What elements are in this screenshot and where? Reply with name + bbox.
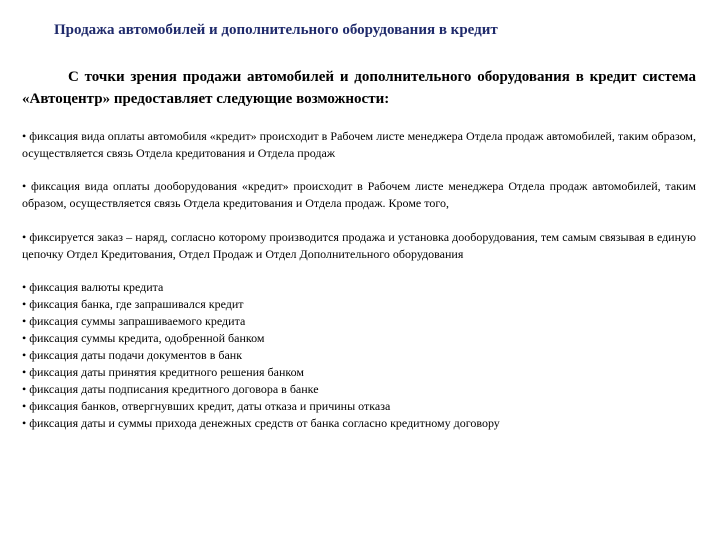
list-item: • фиксация валюты кредита: [22, 280, 164, 294]
list-item: • фиксация суммы кредита, одобренной банком: [22, 331, 265, 345]
paragraph-equipment-credit: • фиксация вида оплаты дооборудования «кредит» происходит в Рабочем листе менеджера Отдела продаж автомобилей, таким образом, осуществляется связь Отдела кредитования и Отдела продаж. Кроме того,: [22, 179, 696, 210]
list-item: • фиксация банков, отвергнувших кредит, даты отказа и причины отказа: [22, 399, 391, 413]
feature-list: [22, 279, 696, 432]
paragraph-work-order: • фиксируется заказ – наряд, согласно которому производится продажа и установка дооборудования, тем самым связывая в единую цепочку Отдел Кредитования, Отдел Продаж и Отдел Дополнительного оборудования: [22, 230, 696, 261]
slide-title: Продажа автомобилей и дополнительного оборудования в кредит: [54, 22, 498, 38]
list-item: • фиксация суммы запрашиваемого кредита: [22, 314, 246, 328]
paragraph-car-credit: • фиксация вида оплаты автомобиля «кредит» происходит в Рабочем листе менеджера Отдела продаж автомобилей, таким образом, осуществляется связь Отдела кредитования и Отдела продаж: [22, 129, 696, 160]
list-item: • фиксация даты и суммы прихода денежных средств от банка согласно кредитному договору: [22, 416, 500, 430]
list-item: • фиксация даты подачи документов в банк: [22, 348, 243, 362]
list-item: • фиксация банка, где запрашивался кредит: [22, 297, 244, 311]
list-item: • фиксация даты подписания кредитного договора в банке: [22, 382, 319, 396]
intro-paragraph: С точки зрения продажи автомобилей и дополнительного оборудования в кредит система «Автоцентр» предоставляет следующие возможности:: [22, 69, 696, 107]
list-item: • фиксация даты принятия кредитного решения банком: [22, 365, 304, 379]
